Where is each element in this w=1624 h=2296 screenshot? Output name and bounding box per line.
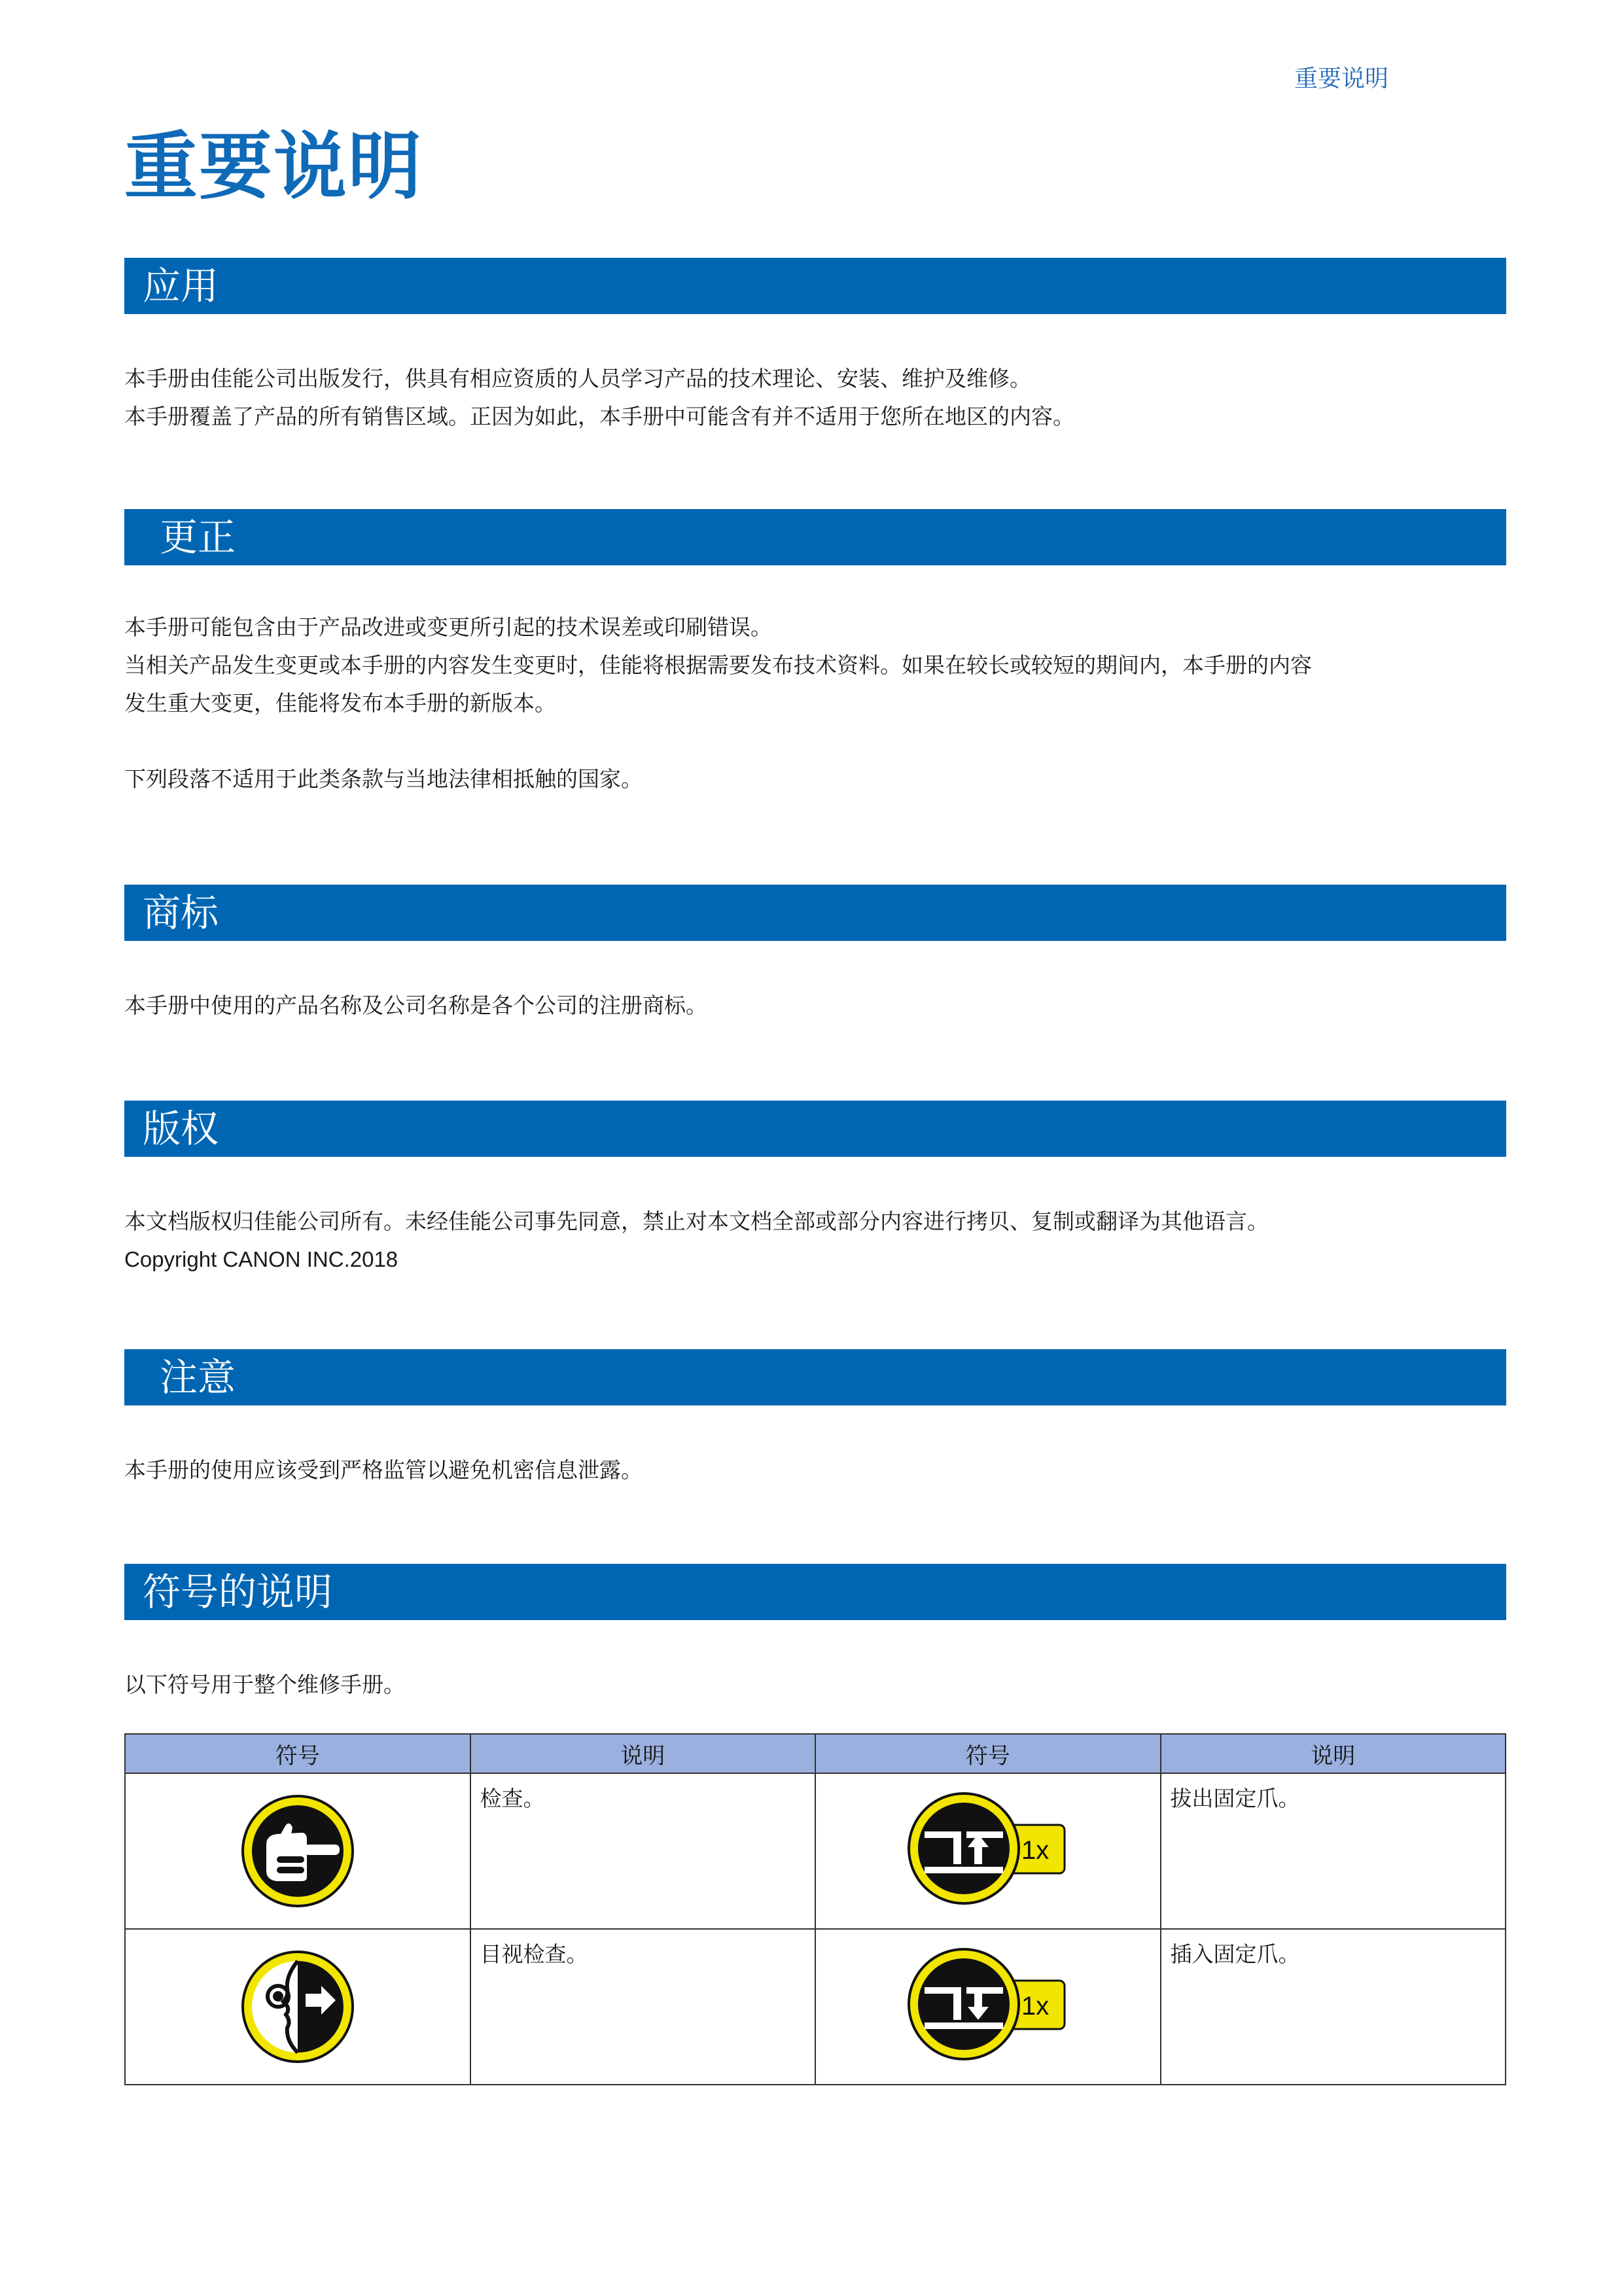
section-caution xyxy=(124,1349,1506,1489)
symbol-table xyxy=(124,1733,1506,2085)
section-symbols xyxy=(124,1564,1506,1704)
column-header: 说明 xyxy=(1161,1734,1506,1773)
description-cell: 拔出固定爪。 xyxy=(1161,1773,1506,1929)
quantity-badge: 1x xyxy=(1021,1836,1049,1865)
description-cell: 插入固定爪。 xyxy=(1161,1929,1506,2085)
paragraph: 本手册由佳能公司出版发行，供具有相应资质的人员学习产品的技术理论、安装、维护及维修。 xyxy=(124,366,1031,391)
section-correction xyxy=(124,509,1506,798)
description-cell: 目视检查。 xyxy=(470,1929,816,2085)
paragraph: 本文档版权归佳能公司所有。未经佳能公司事先同意，禁止对本文档全部或部分内容进行拷贝、复制或翻译为其他语言。 xyxy=(124,1209,1269,1234)
symbol-cell xyxy=(125,1773,470,1929)
paragraph: 发生重大变更，佳能将发布本手册的新版本。 xyxy=(124,690,556,716)
table-row xyxy=(125,1773,1506,1929)
release-claw-icon xyxy=(906,1791,1070,1906)
paragraph: 本手册覆盖了产品的所有销售区域。正因为如此，本手册中可能含有并不适用于您所在地区的内容。 xyxy=(124,404,1074,429)
copyright-line: Copyright CANON INC.2018 xyxy=(124,1247,398,1271)
description-cell: 检查。 xyxy=(470,1773,816,1929)
paragraph: 本手册可能包含由于产品改进或变更所引起的技术误差或印刷错误。 xyxy=(124,614,772,640)
column-header: 符号 xyxy=(815,1734,1161,1773)
paragraph: 下列段落不适用于此类条款与当地法律相抵触的国家。 xyxy=(124,766,643,792)
section-trademarks xyxy=(124,885,1506,1025)
section-heading: 注意 xyxy=(124,1349,1506,1405)
section-heading: 商标 xyxy=(124,885,1506,941)
quantity-badge: 1x xyxy=(1021,1992,1049,2021)
pointing-hand-icon xyxy=(126,1793,470,1909)
paragraph: 以下符号用于整个维修手册。 xyxy=(124,1672,405,1697)
paragraph: 当相关产品发生变更或本手册的内容发生变更时，佳能将根据需要发布技术资料。如果在较长或较短的期间内，本手册的内容 xyxy=(124,652,1312,678)
section-heading: 更正 xyxy=(124,509,1506,565)
section-application xyxy=(124,258,1506,436)
symbol-cell xyxy=(125,1929,470,2085)
table-row xyxy=(125,1929,1506,2085)
column-header: 符号 xyxy=(125,1734,470,1773)
paragraph: 本手册中使用的产品名称及公司名称是各个公司的注册商标。 xyxy=(124,993,707,1018)
paragraph: 本手册的使用应该受到严格监管以避免机密信息泄露。 xyxy=(124,1457,643,1483)
section-heading: 符号的说明 xyxy=(124,1564,1506,1620)
visual-check-icon xyxy=(126,1949,470,2064)
insert-claw-icon xyxy=(906,1947,1070,2062)
table-header-row xyxy=(125,1734,1506,1773)
symbol-cell xyxy=(815,1773,1161,1929)
section-heading: 应用 xyxy=(124,258,1506,314)
running-header: 重要说明 xyxy=(1294,65,1389,92)
section-heading: 版权 xyxy=(124,1101,1506,1157)
page-title: 重要说明 xyxy=(124,124,423,209)
column-header: 说明 xyxy=(470,1734,816,1773)
section-copyright xyxy=(124,1101,1506,1279)
symbol-cell xyxy=(815,1929,1161,2085)
